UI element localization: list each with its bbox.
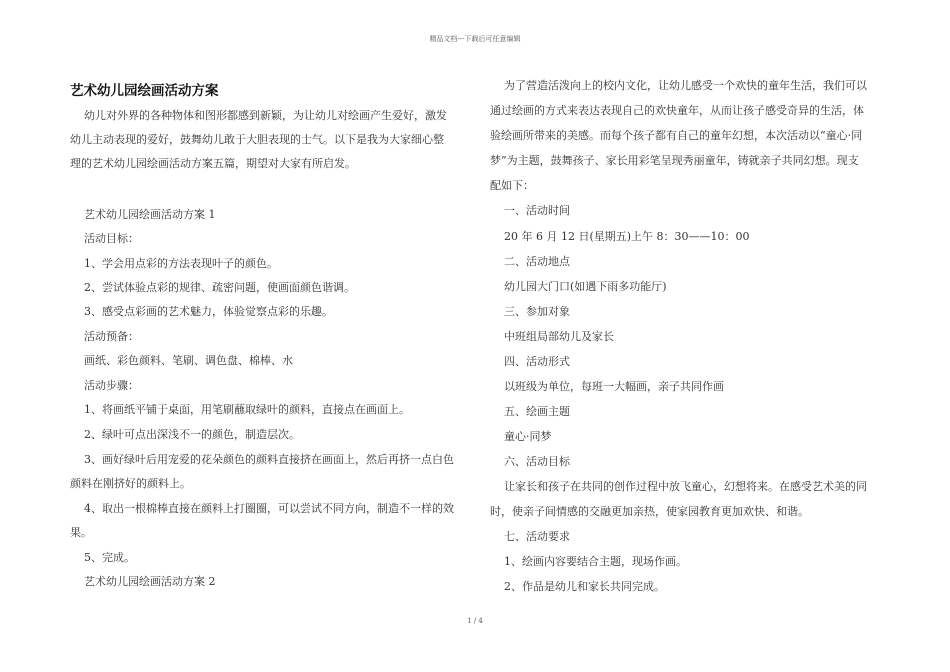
paragraph-line: 幼儿园大门口(如遇下雨多功能厅) xyxy=(504,280,667,293)
section-heading: 一、活动时间 xyxy=(504,204,570,217)
list-item-continuation: 果。 xyxy=(70,526,92,539)
document-title: 艺术幼儿园绘画活动方案 xyxy=(70,83,219,99)
paragraph-line: 中班组局部幼儿及家长 xyxy=(504,330,614,343)
list-item: 1、将画纸平铺于桌面，用笔刷蘸取绿叶的颜料，直接点在画面上。 xyxy=(84,403,410,416)
paragraph-line: 活动预备： xyxy=(84,330,139,343)
section-heading: 四、活动形式 xyxy=(504,355,570,368)
section-heading: 艺术幼儿园绘画活动方案 1 xyxy=(84,208,216,221)
list-item: 3、画好绿叶后用宠爱的花朵颜色的颜料直接挤在画面上，然后再挤一点白色 xyxy=(84,453,454,466)
section-heading: 艺术幼儿园绘画活动方案 2 xyxy=(84,575,216,588)
list-item: 2、尝试体验点彩的规律、疏密问题，使画面颜色谐调。 xyxy=(84,281,355,294)
paragraph-line: 让家长和孩子在共同的创作过程中放飞童心，幻想将来。在感受艺术美的同 xyxy=(504,480,867,493)
list-item: 3、感受点彩画的艺术魅力，体验觉察点彩的乐趣。 xyxy=(84,305,333,318)
list-item: 4、取出一根棉棒直接在颜料上打圈圈，可以尝试不同方向，制造不一样的效 xyxy=(84,502,454,515)
paragraph-line: 理的艺术幼儿园绘画活动方案五篇，期望对大家有所启发。 xyxy=(70,157,356,170)
list-item: 1、学会用点彩的方法表现叶子的颜色。 xyxy=(84,257,278,270)
paragraph-line: 幼儿对外界的各种物体和图形都感到新颖，为让幼儿对绘画产生爱好，激发 xyxy=(84,109,447,122)
paragraph-line: 活动目标： xyxy=(84,232,139,245)
section-heading: 七、活动要求 xyxy=(504,530,570,543)
list-item: 2、作品是幼儿和家长共同完成。 xyxy=(504,580,665,593)
section-heading: 三、参加对象 xyxy=(504,305,570,318)
paragraph-line: 为了营造活泼向上的校内文化，让幼儿感受一个欢快的童年生活，我们可以 xyxy=(504,79,867,92)
paragraph-line: 幼儿主动表现的爱好，鼓舞幼儿敢于大胆表现的士气。以下是我为大家细心整 xyxy=(70,133,444,146)
paragraph-line: 画纸、彩色颜料、笔刷、调色盘、棉棒、水 xyxy=(84,354,293,367)
paragraph-line: 梦”为主题，鼓舞孩子、家长用彩笔呈现秀丽童年，铸就亲子共同幻想。现支 xyxy=(490,154,859,167)
list-item: 5、完成。 xyxy=(84,551,135,564)
section-heading: 六、活动目标 xyxy=(504,455,570,468)
paragraph-line: 童心·同梦 xyxy=(504,430,552,443)
page-header: 精品文档---下载后可任意编辑 xyxy=(429,35,521,43)
list-item: 2、绿叶可点出深浅不一的颜色，制造层次。 xyxy=(84,428,300,441)
paragraph-line: 20 年 6 月 12 日(星期五)上午 8：30——10：00 xyxy=(504,230,750,243)
paragraph-line: 以班级为单位，每班一大幅画，亲子共同作画 xyxy=(504,380,724,393)
paragraph-line: 通过绘画的方式来表达表现自己的欢快童年，从而让孩子感受奇异的生活，体 xyxy=(490,104,864,117)
section-heading: 二、活动地点 xyxy=(504,255,570,268)
paragraph-line: 活动步骤： xyxy=(84,379,139,392)
paragraph-line: 配如下： xyxy=(490,179,534,192)
list-item: 1、绘画内容要结合主题，现场作画。 xyxy=(504,555,687,568)
page-number: 1 / 4 xyxy=(467,617,483,625)
paragraph-line: 时，使亲子间情感的交融更加亲热，使家园教育更加欢快、和谐。 xyxy=(490,505,809,518)
section-heading: 五、绘画主题 xyxy=(504,405,570,418)
list-item-continuation: 颜料在刚挤好的颜料上。 xyxy=(70,477,191,490)
paragraph-line: 验绘画所带来的美感。而每个孩子都有自己的童年幻想，本次活动以“童心·同 xyxy=(490,129,863,142)
